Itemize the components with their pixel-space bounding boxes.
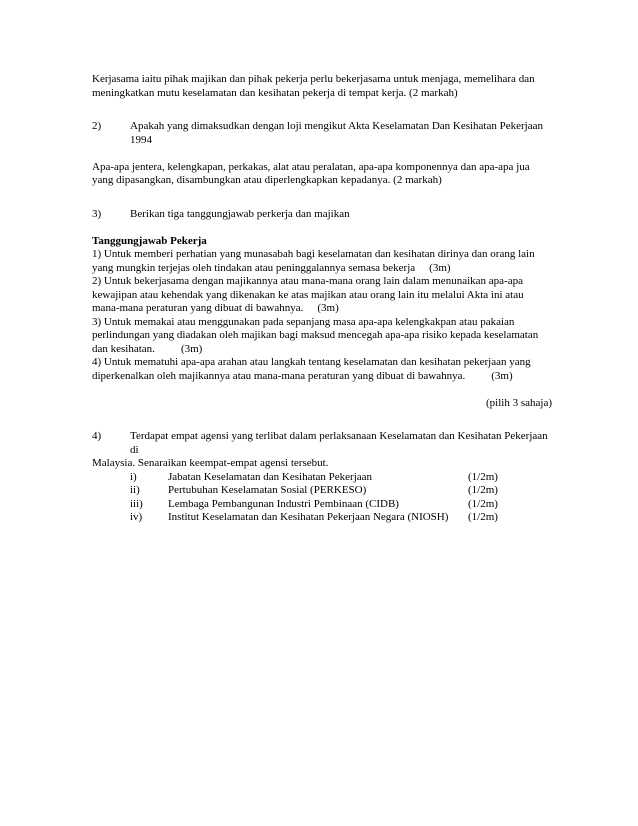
duty-text: 3) Untuk memakai atau menggunakan pada sepanjang masa apa-apa kelengkakpan atau pakaian perlindungan yang diadakan oleh majikan bagi maksud mencegah apa-apa risiko kepada keselamatan dan kesihatan. [92,315,539,355]
agency-name: Jabatan Keselamatan dan Kesihatan Pekerjaan [168,470,373,483]
question-text-continued: Malaysia. Senaraikan keempat-empat agensi tersebut. [92,457,329,469]
agency-row [92,484,552,498]
agency-row [92,498,552,512]
answer-2: Apa-apa jentera, kelengkapan, perkakas, alat atau peralatan, apa-apa komponennya dan apa-apa jua yang dipasangkan, disambungkan atau diperlengkapkan kepadanya. (2 markah) [92,160,530,186]
duty-item-4 [92,356,552,383]
duty-item-3 [92,316,552,357]
choose-note: (pilih 3 sahaja) [486,396,552,409]
agency-number: iv) [130,511,143,523]
duty-text: 4) Untuk mematuhi apa-apa arahan atau langkah tentang keselamatan dan kesihatan pekerjaan yang diperkenalkan oleh majikannya atau mana-mana peraturan yang dibuat di bawahnya. [92,356,531,382]
intro-paragraph: Kerjasama iaitu pihak majikan dan pihak pekerja perlu bekerjasama untuk menjaga, memelihara dan meningkatkan mutu keselamatan dan kesihatan pekerja di tempat kerja. (2 markah) [92,73,535,99]
agency-row [92,511,552,525]
section-heading: Tanggungjawab Pekerja [92,234,207,247]
spacer [92,100,552,120]
question-number: 3) [92,207,102,220]
agency-row [92,471,552,485]
agency-number: ii) [130,484,140,496]
spacer [92,188,552,208]
document-page [92,73,552,525]
spacer [92,147,552,161]
agency-number: iii) [130,497,143,510]
agency-name: Lembaga Pembangunan Industri Pembinaan (CIDB) [168,497,399,510]
question-text: Berikan tiga tanggungjawab perkerja dan majikan [130,207,350,220]
question-4 [92,430,552,457]
question-text: Terdapat empat agensi yang terlibat dalam perlaksanaan Keselamatan dan Kesihatan Pekerjaan di [130,430,548,456]
spacer [92,383,552,397]
agency-mark: (1/2m) [468,470,498,483]
spacer [92,410,552,430]
question-text: Apakah yang dimaksudkan dengan loji mengikut Akta Keselamatan Dan Kesihatan Pekerjaan 1994 [130,120,543,146]
question-number: 2) [92,120,102,132]
agency-mark: (1/2m) [468,511,498,523]
duty-text: 1) Untuk memberi perhatian yang munasabah bagi keselamatan dan kesihatan dirinya dan orang lain yang mungkin terjejas oleh tindakan atau peninggalannya semasa bekerja [92,248,535,274]
agency-name: Institut Keselamatan dan Kesihatan Pekerjaan Negara (NIOSH) [168,511,449,523]
question-number: 4) [92,430,102,442]
duty-mark: (3m) [180,342,203,355]
duty-mark: (3m) [491,369,513,382]
duty-mark: (3m) [429,261,451,274]
spacer [92,221,552,235]
agency-mark: (1/2m) [468,484,498,496]
question-2 [92,120,552,147]
agency-name: Pertubuhan Keselamatan Sosial (PERKESO) [168,484,367,496]
agency-mark: (1/2m) [468,497,498,510]
duty-item-1 [92,248,552,275]
question-3 [92,208,552,222]
duty-mark: (3m) [317,302,339,314]
duty-item-2 [92,275,552,316]
agency-number: i) [130,470,137,483]
duty-text: 2) Untuk bekerjasama dengan majikannya atau mana-mana orang lain dalam menunaikan apa-apa kewajipan atau kehendak yang dikenakan ke atas majikan atau orang lain itu melalui Akta ini atau mana-mana peraturan yang dibuat di bawahnya. [92,275,524,314]
